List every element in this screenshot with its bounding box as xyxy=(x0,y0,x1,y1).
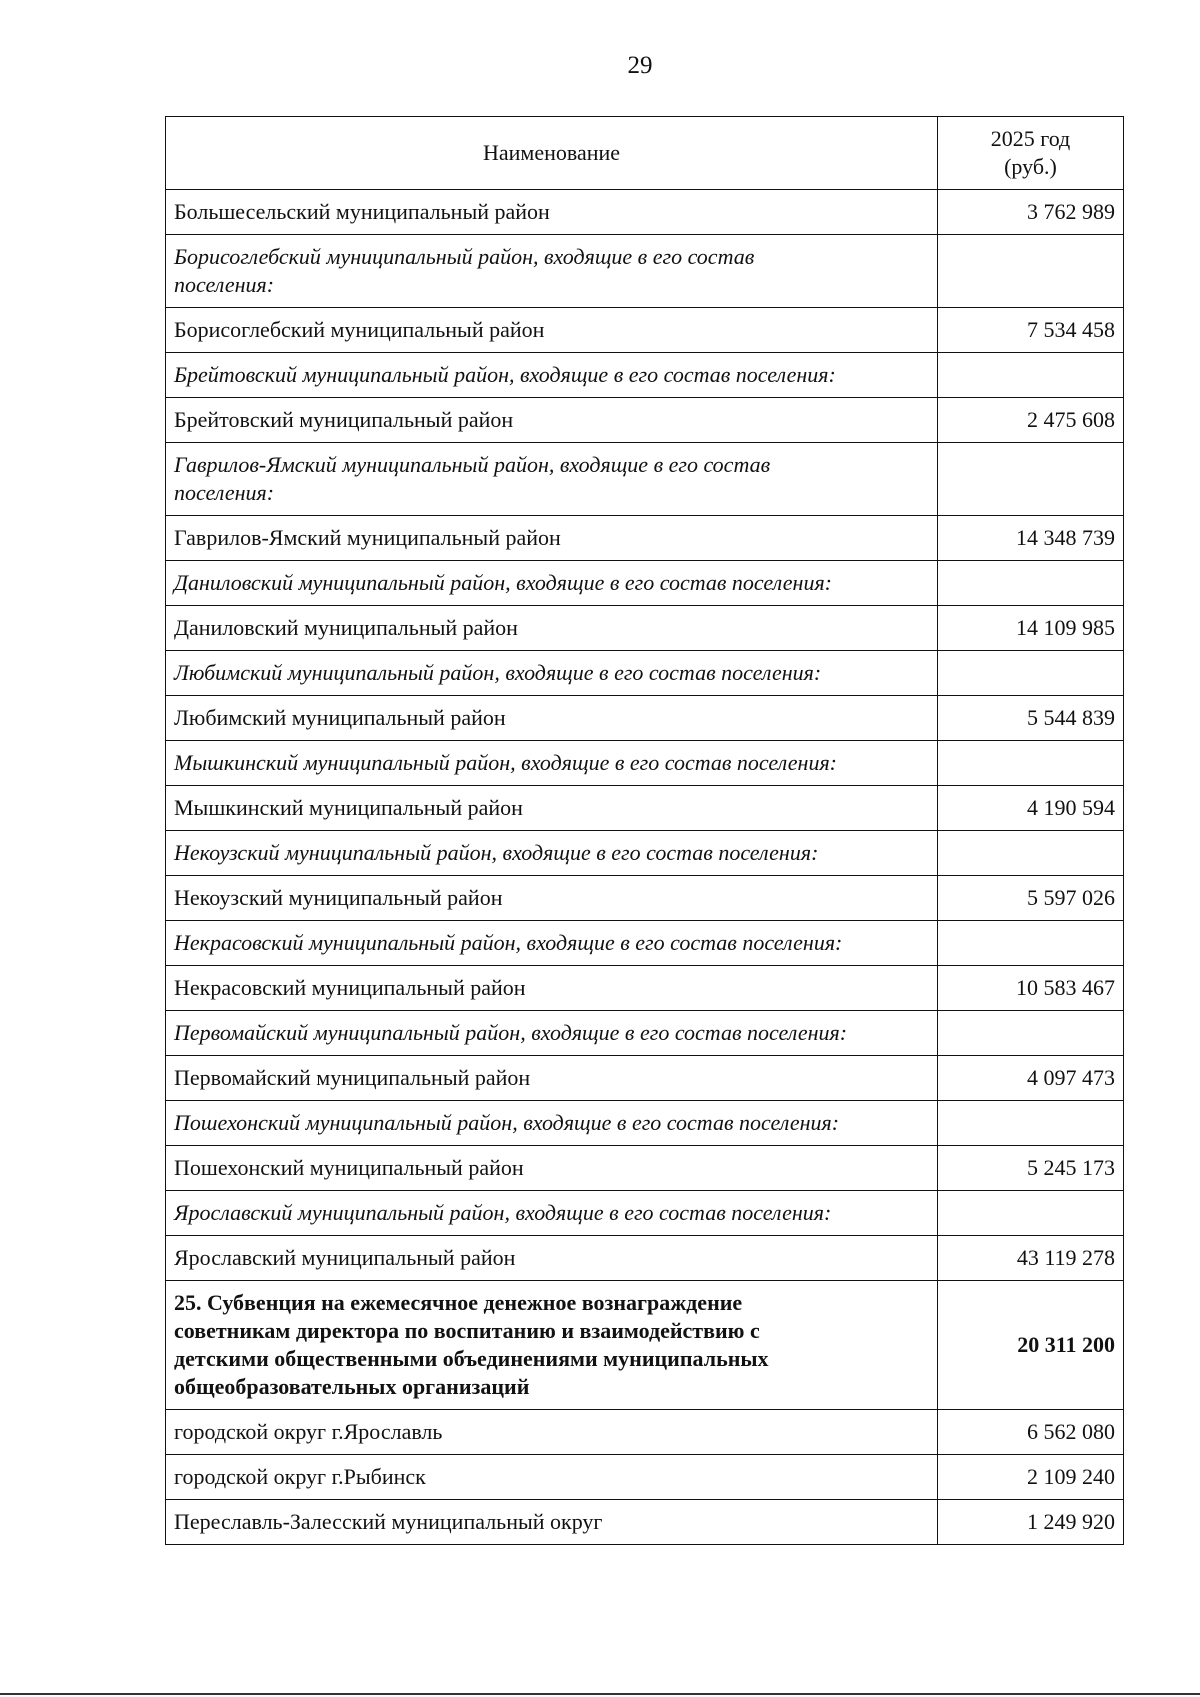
table-row xyxy=(166,1236,1124,1281)
table-row xyxy=(166,741,1124,786)
row-value xyxy=(938,443,1124,516)
table-row xyxy=(166,651,1124,696)
row-name: Ярославский муниципальный район xyxy=(166,1236,938,1281)
row-name: Брейтовский муниципальный район xyxy=(166,398,938,443)
row-value xyxy=(938,353,1124,398)
table-row xyxy=(166,516,1124,561)
row-name: Гаврилов-Ямский муниципальный район xyxy=(166,516,938,561)
row-name: Первомайский муниципальный район, входящие в его состав поселения: xyxy=(166,1011,938,1056)
table-row xyxy=(166,443,1124,516)
table-row xyxy=(166,786,1124,831)
row-value: 14 348 739 xyxy=(938,516,1124,561)
row-name: Пошехонский муниципальный район, входящие в его состав поселения: xyxy=(166,1101,938,1146)
row-value: 4 097 473 xyxy=(938,1056,1124,1101)
row-value xyxy=(938,1191,1124,1236)
row-name: Переславль-Залесский муниципальный округ xyxy=(166,1500,938,1545)
row-value: 5 245 173 xyxy=(938,1146,1124,1191)
row-name: Даниловский муниципальный район, входящие в его состав поселения: xyxy=(166,561,938,606)
row-value: 5 597 026 xyxy=(938,876,1124,921)
row-value: 14 109 985 xyxy=(938,606,1124,651)
row-value: 1 249 920 xyxy=(938,1500,1124,1545)
row-name: Борисоглебский муниципальный район, входящие в его состав поселения: xyxy=(166,235,938,308)
table-row xyxy=(166,606,1124,651)
table-row xyxy=(166,831,1124,876)
row-value xyxy=(938,561,1124,606)
row-value xyxy=(938,235,1124,308)
row-name: Борисоглебский муниципальный район xyxy=(166,308,938,353)
header-name: Наименование xyxy=(166,117,938,190)
row-name: Некоузский муниципальный район, входящие в его состав поселения: xyxy=(166,831,938,876)
row-value: 5 544 839 xyxy=(938,696,1124,741)
row-name: Некоузский муниципальный район xyxy=(166,876,938,921)
table-row xyxy=(166,1281,1124,1410)
row-name: Мышкинский муниципальный район, входящие в его состав поселения: xyxy=(166,741,938,786)
row-value xyxy=(938,921,1124,966)
row-name: Мышкинский муниципальный район xyxy=(166,786,938,831)
row-name: городской округ г.Рыбинск xyxy=(166,1455,938,1500)
row-value xyxy=(938,831,1124,876)
row-value xyxy=(938,651,1124,696)
row-name: городской округ г.Ярославль xyxy=(166,1410,938,1455)
table-row xyxy=(166,1056,1124,1101)
row-value: 20 311 200 xyxy=(938,1281,1124,1410)
table-row xyxy=(166,1191,1124,1236)
page-bottom-rule xyxy=(0,1693,1200,1695)
row-name: Некрасовский муниципальный район xyxy=(166,966,938,1011)
table-row xyxy=(166,921,1124,966)
table-row xyxy=(166,1146,1124,1191)
table-row xyxy=(166,235,1124,308)
row-value: 2 475 608 xyxy=(938,398,1124,443)
row-name: Гаврилов-Ямский муниципальный район, входящие в его состав поселения: xyxy=(166,443,938,516)
table-row xyxy=(166,561,1124,606)
row-value: 43 119 278 xyxy=(938,1236,1124,1281)
row-value: 4 190 594 xyxy=(938,786,1124,831)
table-row xyxy=(166,876,1124,921)
row-value: 3 762 989 xyxy=(938,190,1124,235)
table-row xyxy=(166,966,1124,1011)
row-value: 2 109 240 xyxy=(938,1455,1124,1500)
row-name: Пошехонский муниципальный район xyxy=(166,1146,938,1191)
row-value xyxy=(938,1101,1124,1146)
table-row xyxy=(166,1011,1124,1056)
table-row xyxy=(166,308,1124,353)
header-year: 2025 год (руб.) xyxy=(938,117,1124,190)
table-row xyxy=(166,190,1124,235)
row-name: Ярославский муниципальный район, входящие в его состав поселения: xyxy=(166,1191,938,1236)
row-name: Первомайский муниципальный район xyxy=(166,1056,938,1101)
row-name: Любимский муниципальный район xyxy=(166,696,938,741)
row-value: 7 534 458 xyxy=(938,308,1124,353)
row-value xyxy=(938,741,1124,786)
table-row xyxy=(166,696,1124,741)
row-name: Некрасовский муниципальный район, входящие в его состав поселения: xyxy=(166,921,938,966)
table-row xyxy=(166,1410,1124,1455)
table-row xyxy=(166,1101,1124,1146)
row-value: 6 562 080 xyxy=(938,1410,1124,1455)
row-name: Даниловский муниципальный район xyxy=(166,606,938,651)
table-row xyxy=(166,398,1124,443)
table-row xyxy=(166,1455,1124,1500)
row-value: 10 583 467 xyxy=(938,966,1124,1011)
row-value xyxy=(938,1011,1124,1056)
row-name: 25. Субвенция на ежемесячное денежное вознаграждение советникам директора по воспитанию и взаимодействию с детскими общественными объединениями муниципальных общеобразовательных организаций xyxy=(166,1281,938,1410)
table-row xyxy=(166,1500,1124,1545)
row-name: Брейтовский муниципальный район, входящие в его состав поселения: xyxy=(166,353,938,398)
page-number: 29 xyxy=(627,52,653,79)
table-row xyxy=(166,353,1124,398)
row-name: Большесельский муниципальный район xyxy=(166,190,938,235)
subsidy-table xyxy=(165,116,1124,1545)
table-header-row xyxy=(166,117,1124,190)
row-name: Любимский муниципальный район, входящие в его состав поселения: xyxy=(166,651,938,696)
